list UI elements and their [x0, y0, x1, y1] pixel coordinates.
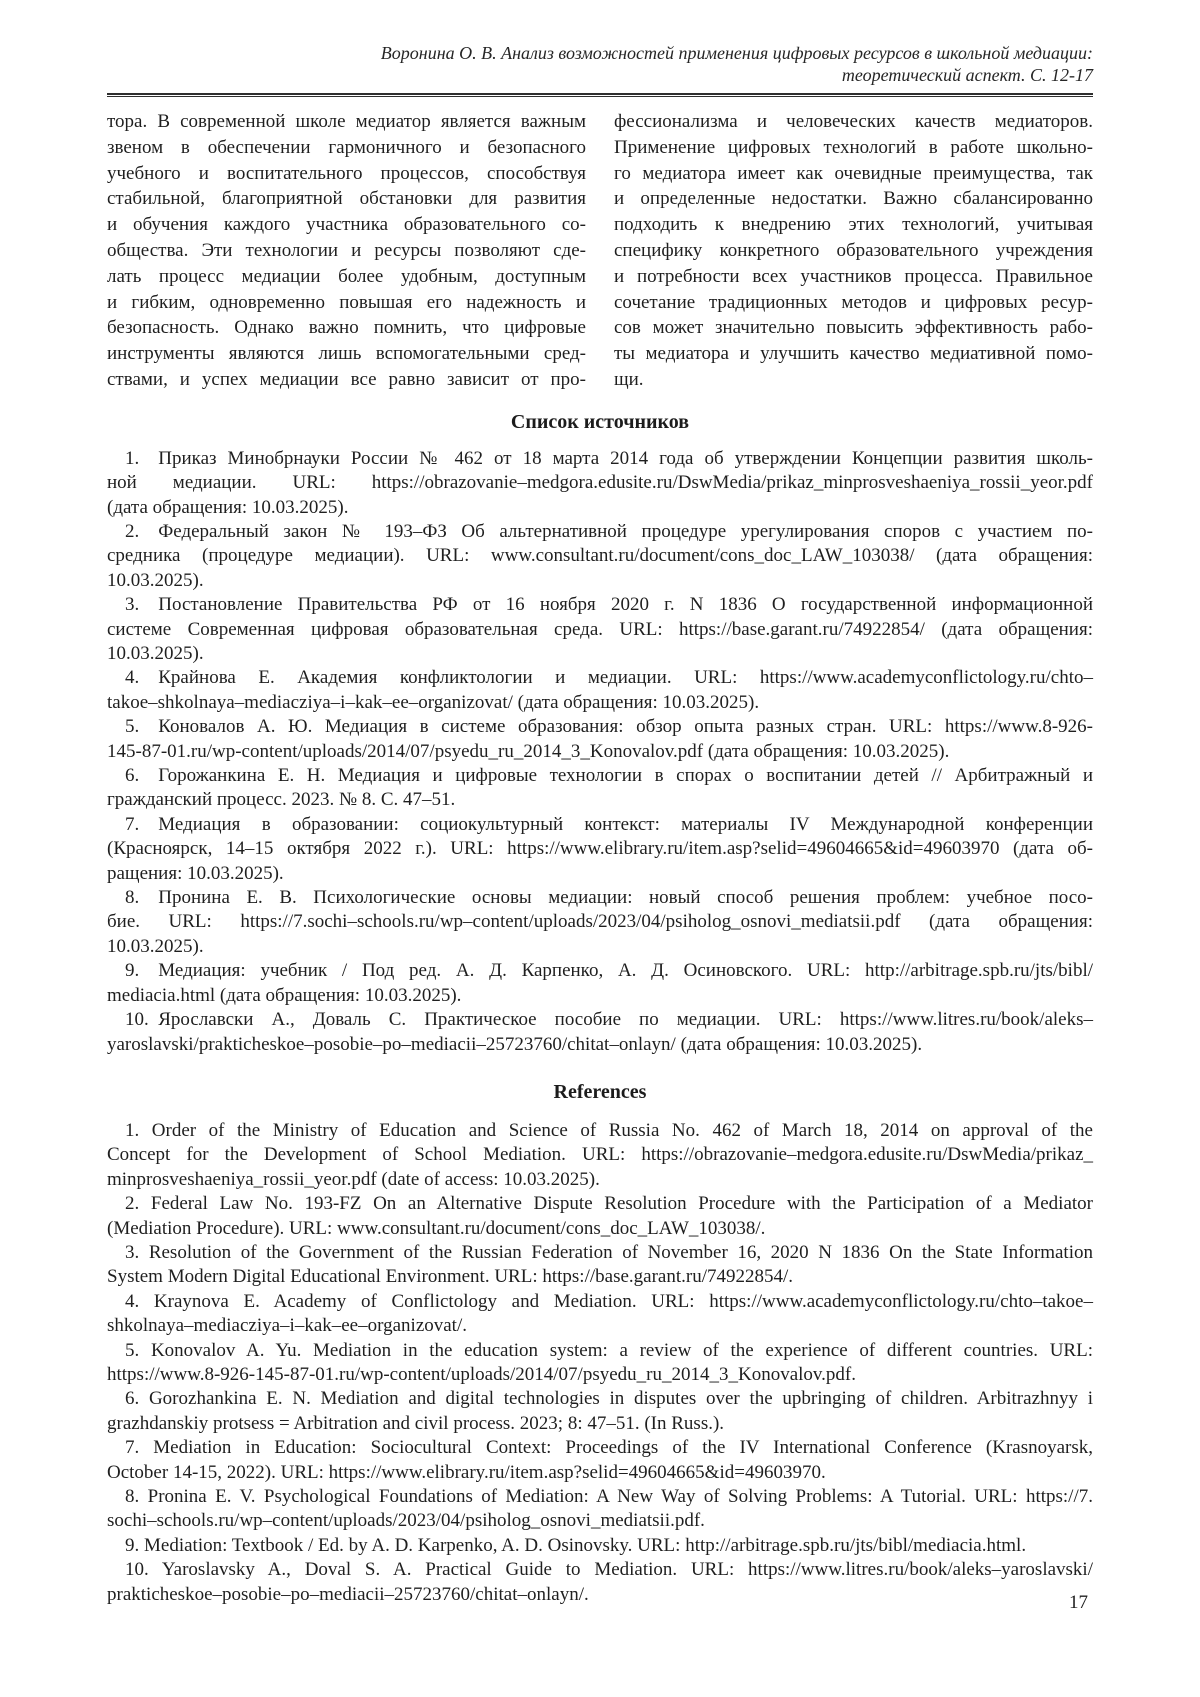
body-column-left — [107, 109, 586, 393]
text-line: ты медиатора и улучшить качество медиативной помо- — [614, 343, 1093, 365]
body-text-line — [107, 238, 586, 264]
text-line: 10. Ярославски А., Доваль С. Практическое пособие по медиации. URL: https://www.litres.ru/book/aleks– — [125, 1009, 1093, 1031]
text-line: 5. Коновалов А. Ю. Медиация в системе образования: обзор опыта разных стран. URL: https://www.8-926- — [125, 716, 1093, 738]
body-text-line — [614, 264, 1093, 290]
body-text-line — [614, 341, 1093, 367]
body-text-line — [107, 186, 586, 212]
sources-heading: Список источников — [510, 410, 690, 433]
text-line: бие. URL: https://7.sochi–schools.ru/wp–content/uploads/2023/04/psiholog_osnovi_mediatsii.pdf (дата обращения: — [107, 911, 1093, 933]
text-line: и определенные недостатки. Важно сбалансированно — [614, 188, 1093, 210]
text-line: minprosveshaeniya_rossii_yeor.pdf (date of access: 10.03.2025). — [107, 1168, 600, 1190]
body-text-line — [107, 161, 586, 187]
text-line: Применение цифровых технологий в работе школьно- — [614, 136, 1093, 158]
body-text-line — [107, 341, 586, 367]
text-line: 4. Крайнова Е. Академия конфликтологии и медиации. URL: https://www.academyconflictology.ru/chto– — [125, 667, 1093, 689]
body-text-line — [107, 315, 586, 341]
reference-item-ru — [107, 764, 1093, 813]
text-line: https://www.8-926-145-87-01.ru/wp-content/uploads/2014/07/psyedu_ru_2014_3_Konovalov.pdf. — [107, 1363, 857, 1385]
reference-item-en — [107, 1534, 1093, 1558]
reference-item-en — [107, 1241, 1093, 1290]
text-line: 2. Федеральный закон № 193–ФЗ Об альтернативной процедуре урегулирования споров с участием по- — [125, 520, 1093, 542]
text-line: 10.03.2025). — [107, 935, 204, 957]
text-line: grazhdanskiy protsess = Arbitration and civil process. 2023; 8: 47–51. (In Russ.). — [107, 1412, 725, 1434]
text-line: 7. Медиация в образовании: социокультурный контекст: материалы IV Международной конференции — [125, 813, 1093, 835]
text-line: и гибким, одновременно повышая его надежность и — [107, 291, 586, 313]
text-line: го медиатора имеет как очевидные преимущества, так — [614, 162, 1093, 184]
body-text-line — [614, 238, 1093, 264]
text-line: общества. Эти технологии и ресурсы позволяют сде- — [107, 239, 586, 261]
text-line: 5. Konovalov A. Yu. Mediation in the education system: a review of the experience of different countries. URL: — [125, 1339, 1093, 1361]
text-line: 10. Yaroslavsky A., Doval S. A. Practical Guide to Mediation. URL: https://www.litres.ru/book/aleks–yaroslavski/ — [125, 1559, 1093, 1581]
body-text-line — [614, 186, 1093, 212]
text-line: prakticheskoe–posobie–po–mediacii–25723760/chitat–onlayn/. — [107, 1583, 589, 1605]
running-header-line2: теоретический аспект. С. 12-17 — [841, 65, 1093, 85]
text-line: shkolnaya–mediacziya–i–kak–ee–organizovat/. — [107, 1315, 467, 1337]
text-line: тора. В современной школе медиатор является важным — [107, 111, 586, 132]
text-line: 4. Kraynova E. Academy of Conflictology and Mediation. URL: https://www.academyconflictology.ru/chto–takoe– — [125, 1290, 1093, 1312]
text-line: 9. Mediation: Textbook / Ed. by A. D. Karpenko, A. D. Osinovsky. URL: http://arbitrage.spb.ru/jts/bibl/mediacia.html. — [125, 1534, 1027, 1556]
reference-item-en — [107, 1436, 1093, 1485]
reference-item-en — [107, 1339, 1093, 1388]
text-line: учебного и воспитательного процессов, способствуя — [107, 162, 586, 184]
text-line: 3. Постановление Правительства РФ от 16 ноября 2020 г. N 1836 О государственной информационной — [125, 594, 1093, 616]
text-line: 9. Медиация: учебник / Под ред. А. Д. Карпенко, А. Д. Осиновского. URL: http://arbitrage.spb.ru/jts/bibl/ — [125, 960, 1093, 982]
text-line: щи. — [614, 368, 644, 390]
body-text-line — [614, 135, 1093, 161]
text-line: и обучения каждого участника образовательного со- — [107, 214, 586, 236]
text-line: 6. Горожанкина Е. Н. Медиация и цифровые технологии в спорах о воспитании детей // Арбитражный и — [125, 765, 1093, 787]
text-line: лать процесс медиации более удобным, доступным — [107, 265, 586, 287]
reference-item-en — [107, 1192, 1093, 1241]
body-text-line — [107, 290, 586, 316]
text-line: Concept for the Development of School Mediation. URL: https://obrazovanie–medgora.edusite.ru/DswMedia/prikaz_ — [107, 1144, 1093, 1166]
header-rule — [107, 93, 1093, 97]
body-text-line — [614, 109, 1093, 135]
body-text-line — [614, 315, 1093, 341]
reference-item-ru — [107, 886, 1093, 959]
body-text-line — [614, 161, 1093, 187]
body-text-line — [107, 212, 586, 238]
text-line: 3. Resolution of the Government of the Russian Federation of November 16, 2020 N 1836 On the State Information — [125, 1241, 1093, 1263]
text-line: System Modern Digital Educational Environment. URL: https://base.garant.ru/74922854/. — [107, 1266, 794, 1288]
text-line: 1. Приказ Минобрнауки России № 462 от 18 марта 2014 года об утверждении Концепции развития школь- — [125, 447, 1093, 469]
text-line: (дата обращения: 10.03.2025). — [107, 496, 349, 518]
body-text-line — [614, 367, 1093, 393]
text-line: 8. Пронина Е. В. Психологические основы медиации: новый способ решения проблем: учебное посо- — [125, 887, 1093, 909]
reference-item-en — [107, 1387, 1093, 1436]
text-line: 1. Order of the Ministry of Education and Science of Russia No. 462 of March 18, 2014 on approval of the — [125, 1119, 1093, 1141]
text-line: ращения: 10.03.2025). — [107, 862, 284, 884]
body-text-line — [107, 109, 586, 135]
text-line: звеном в обеспечении гармоничного и безопасного — [107, 136, 586, 158]
reference-item-ru — [107, 959, 1093, 1008]
running-header — [107, 42, 1093, 86]
body-text-line — [614, 290, 1093, 316]
text-line: фессионализма и человеческих качеств медиаторов. — [614, 111, 1093, 132]
text-line: гражданский процесс. 2023. № 8. С. 47–51. — [107, 789, 456, 811]
text-line: 6. Gorozhankina E. N. Mediation and digital technologies in disputes over the upbringing of children. Arbitrazhnyy i — [125, 1388, 1093, 1410]
reference-item-ru — [107, 813, 1093, 886]
reference-item-ru — [107, 447, 1093, 520]
text-line: October 14-15, 2022). URL: https://www.elibrary.ru/item.asp?selid=49604665&id=49603970. — [107, 1461, 826, 1483]
text-line: (Mediation Procedure). URL: www.consultant.ru/document/cons_doc_LAW_103038/. — [107, 1217, 766, 1239]
reference-item-en — [107, 1558, 1093, 1607]
text-line: 2. Federal Law No. 193-FZ On an Alternative Dispute Resolution Procedure with the Participation of a Mediator — [125, 1193, 1093, 1215]
body-column-right — [614, 109, 1093, 393]
text-line: ной медиации. URL: https://obrazovanie–medgora.edusite.ru/DswMedia/prikaz_minprosveshaeniya_rossii_yeor.pdf — [107, 472, 1093, 494]
body-text-line — [107, 264, 586, 290]
text-line: 8. Pronina E. V. Psychological Foundations of Mediation: A New Way of Solving Problems: A Tutorial. URL: https://7. — [125, 1486, 1093, 1508]
text-line: sochi–schools.ru/wp–content/uploads/2023/04/psiholog_osnovi_mediatsii.pdf. — [107, 1510, 705, 1532]
reference-item-ru — [107, 520, 1093, 593]
reference-item-ru — [107, 1008, 1093, 1057]
text-line: и потребности всех участников процесса. Правильное — [614, 265, 1093, 287]
sources-list-ru — [107, 447, 1093, 1057]
text-line: специфику конкретного образовательного учреждения — [614, 239, 1093, 261]
reference-item-en — [107, 1485, 1093, 1534]
references-heading: References — [553, 1080, 647, 1103]
text-line: 7. Mediation in Education: Sociocultural Context: Proceedings of the IV International Conference (Krasnoyarsk, — [125, 1437, 1093, 1459]
text-line: стабильной, благоприятной обстановки для развития — [107, 188, 586, 210]
text-line: (Красноярск, 14–15 октября 2022 г.). URL: https://www.elibrary.ru/item.asp?selid=49604665&id=49603970 (дата об- — [107, 838, 1093, 860]
reference-item-ru — [107, 666, 1093, 715]
text-line: сочетание традиционных методов и цифровых ресур- — [614, 291, 1093, 313]
text-line: yaroslavski/prakticheskoe–posobie–po–mediacii–25723760/chitat–onlayn/ (дата обращения: 10.03.2025). — [107, 1033, 923, 1055]
reference-item-ru — [107, 593, 1093, 666]
text-line: ствами, и успех медиации все равно зависит от про- — [107, 368, 586, 390]
reference-item-ru — [107, 715, 1093, 764]
body-columns — [107, 109, 1093, 393]
text-line: сов может значительно повысить эффективность рабо- — [614, 317, 1093, 339]
running-header-line1: Воронина О. В. Анализ возможностей применения цифровых ресурсов в школьной медиации: — [380, 43, 1093, 63]
text-line: средника (процедуре медиации). URL: www.consultant.ru/document/cons_doc_LAW_103038/ (дата обращения: — [107, 545, 1093, 567]
text-line: подходить к внедрению этих технологий, учитывая — [614, 214, 1093, 236]
text-line: 145-87-01.ru/wp-content/uploads/2014/07/psyedu_ru_2014_3_Konovalov.pdf (дата обращения: 10.03.2025). — [107, 740, 950, 762]
text-line: системе Современная цифровая образовательная среда. URL: https://base.garant.ru/74922854/ (дата обращения: — [107, 618, 1093, 640]
text-line: takoe–shkolnaya–mediacziya–i–kak–ee–organizovat/ (дата обращения: 10.03.2025). — [107, 691, 760, 713]
text-line: 10.03.2025). — [107, 569, 204, 591]
body-text-line — [614, 212, 1093, 238]
text-line: безопасность. Однако важно помнить, что цифровые — [107, 317, 586, 339]
body-text-line — [107, 367, 586, 393]
text-line: mediacia.html (дата обращения: 10.03.2025). — [107, 984, 462, 1006]
text-line: инструменты являются лишь вспомогательными сред- — [107, 343, 586, 365]
reference-item-en — [107, 1290, 1093, 1339]
page-number: 17 — [1069, 1592, 1088, 1613]
body-text-line — [107, 135, 586, 161]
references-list-en — [107, 1119, 1093, 1607]
reference-item-en — [107, 1119, 1093, 1192]
text-line: 10.03.2025). — [107, 643, 204, 665]
